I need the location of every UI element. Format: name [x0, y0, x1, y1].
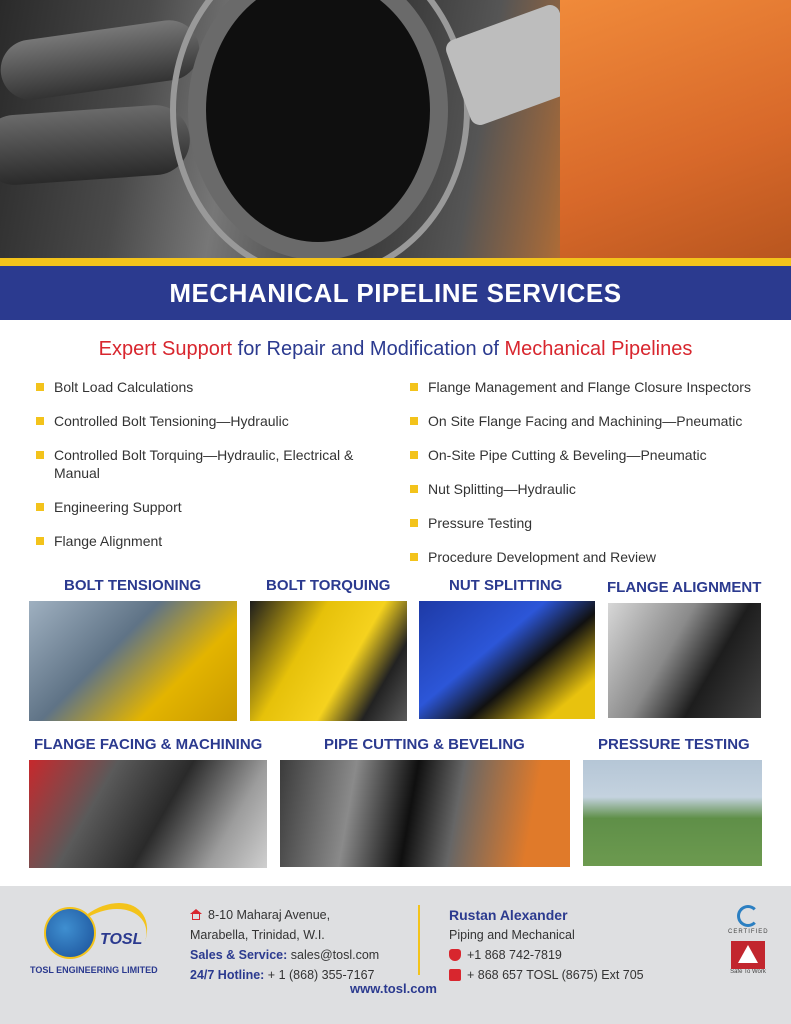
services-list-left: [36, 378, 366, 566]
hotline-number[interactable]: + 1 (868) 355-7167: [264, 968, 375, 982]
label-flange-alignment: FLANGE ALIGNMENT: [607, 579, 762, 596]
list-item: Flange Alignment: [36, 532, 366, 550]
list-item: On-Site Pipe Cutting & Beveling—Pneumatic: [410, 446, 770, 464]
photo-pipe-cutting: [280, 760, 570, 867]
subtitle-part3: Mechanical Pipelines: [504, 338, 693, 360]
website-link[interactable]: www.tosl.com: [350, 981, 437, 996]
contact-role: Piping and Mechanical: [449, 928, 575, 942]
label-bolt-torquing: BOLT TORQUING: [266, 577, 391, 594]
contact-name: Rustan Alexander: [449, 907, 568, 923]
label-pipe-cutting: PIPE CUTTING & BEVELING: [324, 736, 525, 753]
mobile-number[interactable]: +1 868 742-7819: [467, 948, 562, 962]
footer-divider: [418, 905, 420, 975]
label-bolt-tensioning: BOLT TENSIONING: [64, 577, 202, 594]
title-banner: [0, 266, 791, 320]
sales-email[interactable]: sales@tosl.com: [287, 948, 380, 962]
list-item: Engineering Support: [36, 498, 366, 516]
mobile-icon: [449, 949, 461, 961]
label-pressure-testing: PRESSURE TESTING: [598, 736, 750, 753]
services-list-right: [410, 378, 770, 582]
home-icon: [190, 909, 202, 920]
list-item: Flange Management and Flange Closure Inspectors: [410, 378, 770, 396]
certification-badges: CERTIFIED Safe To Work: [728, 905, 768, 975]
photo-pressure-testing: [583, 760, 762, 866]
photo-nut-splitting: [419, 601, 595, 719]
list-item: Nut Splitting—Hydraulic: [410, 480, 770, 498]
page-title: MECHANICAL PIPELINE SERVICES: [169, 277, 622, 308]
label-flange-facing: FLANGE FACING & MACHINING: [34, 736, 263, 753]
photo-flange-alignment: [608, 603, 761, 718]
list-item: On Site Flange Facing and Machining—Pneumatic: [410, 412, 770, 430]
list-item: Bolt Load Calculations: [36, 378, 366, 396]
subtitle: [0, 338, 791, 361]
company-logo: [30, 903, 160, 983]
company-name: TOSL ENGINEERING LIMITED: [30, 965, 158, 975]
list-item: Pressure Testing: [410, 514, 770, 532]
subtitle-part1: Expert Support: [98, 338, 233, 360]
subtitle-part2: for Repair and Modification of: [232, 338, 505, 360]
hero-photo: [0, 0, 791, 258]
phone-icon: [449, 969, 461, 981]
label-nut-splitting: NUT SPLITTING: [449, 577, 563, 594]
list-item: Controlled Bolt Tensioning—Hydraulic: [36, 412, 366, 430]
photo-bolt-tensioning: [29, 601, 237, 721]
address-block: 8-10 Maharaj Avenue, Marabella, Trinidad, W.I. Sales & Service: sales@tosl.com 24/7 Hotline: + 1 (868) 355-7167: [190, 908, 380, 982]
safe-to-work-icon: [731, 941, 765, 969]
list-item: Controlled Bolt Torquing—Hydraulic, Electrical & Manual: [36, 446, 366, 482]
accent-bar: [0, 258, 791, 266]
office-number[interactable]: + 868 657 TOSL (8675) Ext 705: [467, 968, 644, 982]
globe-icon: [44, 907, 96, 959]
photo-bolt-torquing: [250, 601, 407, 721]
list-item: Procedure Development and Review: [410, 548, 770, 566]
certified-icon: [737, 905, 759, 927]
contact-block: [449, 905, 644, 985]
logo-text: TOSL: [100, 931, 143, 948]
photo-flange-facing: [29, 760, 267, 868]
